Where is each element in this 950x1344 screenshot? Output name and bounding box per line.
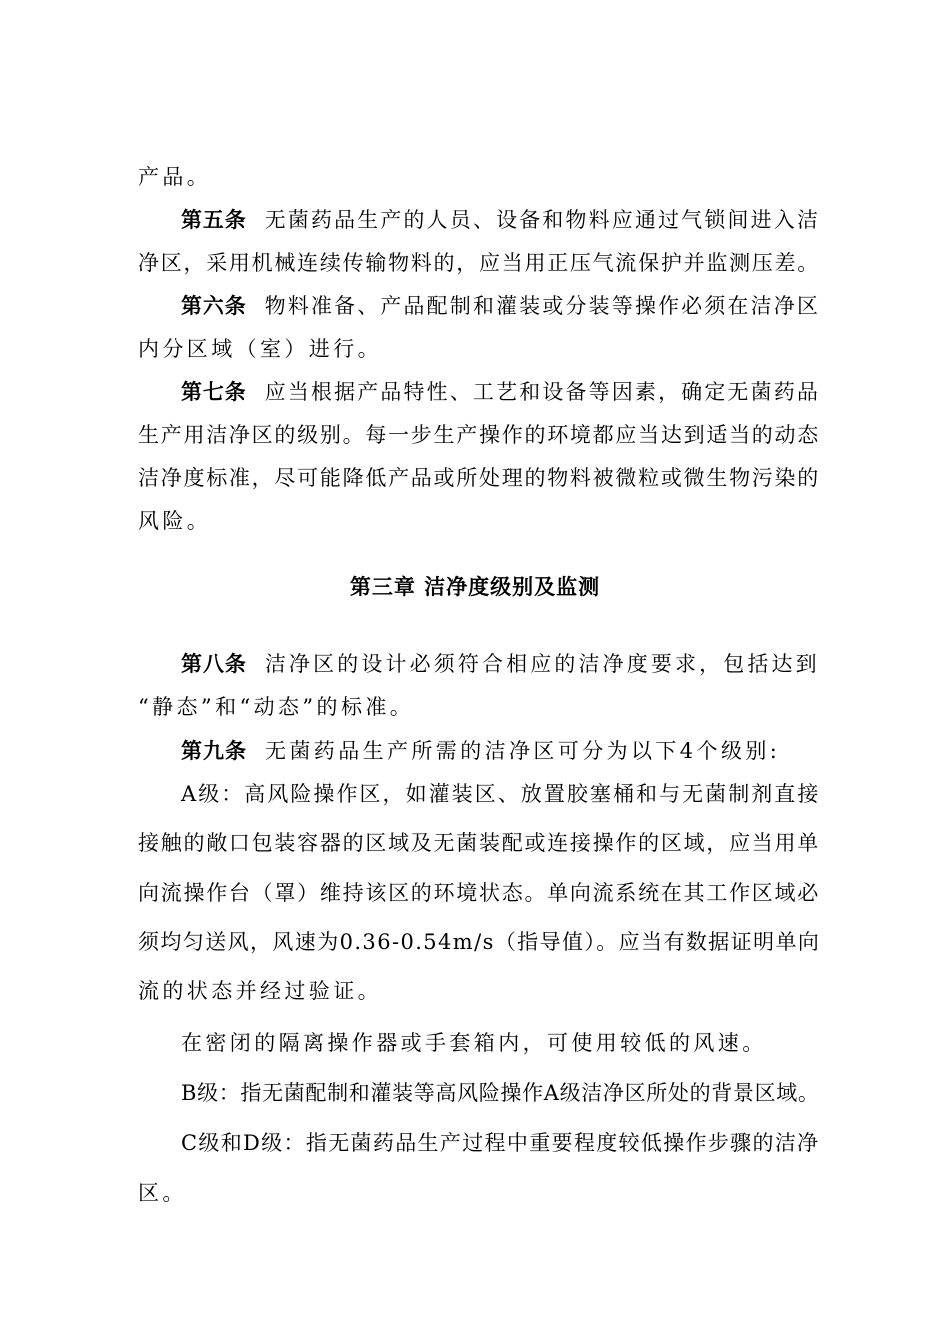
article-6-line-1 [181, 291, 820, 321]
grade-cd-line-1: C级和D级：指无菌药品生产过程中重要程度较低操作步骤的洁净 [181, 1131, 820, 1155]
article-9-label: 第九条 [181, 739, 247, 763]
grade-a-line-1: A级：高风险操作区，如灌装区、放置胶塞桶和与无菌制剂直接 [181, 782, 821, 806]
article-6-label: 第六条 [181, 294, 247, 318]
grade-a-line-3: 向流操作台（罩）维持该区的环境状态。单向流系统在其工作区域必 [138, 881, 820, 905]
chapter-title: 第三章 洁净度级别及监测 [349, 575, 601, 599]
grade-a-line-4: 须均匀送风，风速为0.36-0.54m/s（指导值）。应当有数据证明单向 [138, 930, 821, 954]
article-9-line-1 [181, 736, 780, 766]
article-7-text: 应当根据产品特性、工艺和设备等因素，确定无菌药品 [264, 380, 821, 404]
article-7-line-4: 风险。 [138, 509, 212, 533]
article-7-line-2: 生产用洁净区的级别。每一步生产操作的环境都应当达到适当的动态 [138, 423, 820, 447]
article-9-text: 无菌药品生产所需的洁净区可分为以下4个级别: [265, 739, 781, 763]
isolator-line: 在密闭的隔离操作器或手套箱内，可使用较低的风速。 [181, 1031, 767, 1055]
grade-a-line-5: 流的状态并经过验证。 [138, 979, 382, 1003]
paragraph-line: 产品。 [138, 165, 212, 189]
article-6-text: 物料准备、产品配制和灌装或分装等操作必须在洁净区 [264, 294, 821, 318]
article-8-line-2: “静态”和“动态”的标准。 [138, 695, 415, 719]
article-7-line-1 [181, 377, 820, 407]
grade-a-line-2: 接触的敞口包装容器的区域及无菌装配或连接操作的区域，应当用单 [138, 831, 820, 855]
article-8-text: 洁净区的设计必须符合相应的洁净度要求，包括达到 [264, 652, 820, 676]
grade-cd-line-2: 区。 [138, 1181, 187, 1205]
article-5-line-2: 净区，采用机械连续传输物料的，应当用正压气流保护并监测压差。 [138, 251, 820, 275]
article-5-text: 无菌药品生产的人员、设备和物料应通过气锁间进入洁 [264, 208, 821, 232]
grade-b-line: B级：指无菌配制和灌装等高风险操作A级洁净区所处的背景区域。 [181, 1081, 820, 1105]
article-7-label: 第七条 [181, 380, 247, 404]
article-7-line-3: 洁净度标准，尽可能降低产品或所处理的物料被微粒或微生物污染的 [138, 466, 820, 490]
article-6-line-2: 内分区域（室）进行。 [138, 337, 382, 361]
article-8-line-1 [181, 649, 820, 679]
article-5-label: 第五条 [181, 208, 247, 232]
article-5-line-1 [181, 205, 820, 235]
article-8-label: 第八条 [181, 652, 247, 676]
